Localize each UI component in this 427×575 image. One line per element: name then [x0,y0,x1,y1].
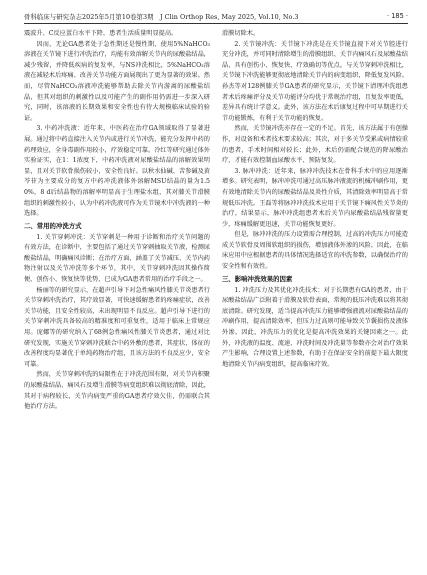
body-paragraph: 3. 中药冲洗液：近年来，中医药在治疗GA领域取得了显著进展。通过将中药直接注入关节内或进行关节冲洗，能充分发挥中药的药理效应，全身毒副作用较小，疗效稳定可靠。冷红等研究通过体外实验证实，在1：1浓度下，中药冲洗液对尿酸盐结晶的溶解效果明显，且对关节软骨损伤较小，安全性良好。以秋水仙碱、苦参碱及黄芩苷为主要成分的复方中药冲洗液体外溶解MSU结晶的量为1.50%，8 d后结晶物的溶解率明显高于生理盐水组，其对膝关节滑膜组织的刺激性较小，认为中药冲洗液可作为关节镜术中冲洗液的一种选择。 [24,125,210,218]
body-paragraph: 但是，脉冲冲洗的压力设置需合理控制，过高的冲洗压力可能造成关节软骨及周围软组织的损伤，增加液体外渗的风险。因此，在临床应用中应根据患者的具体情况选择适宜的冲洗参数，以确保治疗的安全性和有效性。 [222,231,408,271]
body-paragraph: 震波升、C反应蛋白水平下降，患者生活质量明显提高。 [24,30,178,37]
body-paragraph: 因而，无论GA患者处于急性期还是慢性期，使用5%NaHCO₃溶液在关节镜下进行冲洗治疗，均能有效溶解关节内的尿酸盐结晶，减少残留，并降低疾病的复发率，与NS冲洗相比，5%NaHCO₃溶液在减轻术后疼痛、改善关节功能方面展现出了更为显著的效果。然而，尽管NaHCO₃溶液冲洗能够帮助去除关节内游离的尿酸盐结晶，但其对组织的刺激性以及可能产生的副作用仍需进一步深入研究，同时，该溶液的长期效果和安全性也有待大规模临床试验的验证。 [24,40,210,122]
page-number: · 185 · [387,12,408,20]
body-paragraph: 然而，关节穿刺冲洗的局限性在于冲洗范围有限，对关节内积聚的尿酸盐结晶、痛风石及增生滑膜等病变组织难以彻底清除，因此，其对于病程较长、关节内病变严重的GA患者疗效欠佳，仍需联合其他治疗方法。 [24,371,210,411]
section-heading: 三、影响冲洗效果的因素 [222,274,293,283]
section-heading: 二、常用的冲洗方式 [24,221,82,230]
body-paragraph: 2. 关节镜冲洗：关节镜下冲洗是在关节镜直视下对关节腔进行充分冲洗，并可同时清除增生的滑膜组织、关节内痛风石及尿酸盐结晶，具有创伤小、恢复快、疗效确切等优点。与关节穿刺冲洗相比，关节镜下冲洗能够更彻底地清除关节内的病变组织，降低复发风险。孙杰等对128例膝关节GA患者的研究显示，关节镜下清理冲洗组患者术后疼痛评分及关节功能评分均优于常规治疗组，且复发率更低，差异具有统计学意义。此外，该方法在术后康复过程中可早期进行关节功能锻炼，有利于关节功能的恢复。 [222,40,408,122]
running-header [24,10,408,22]
left-column [24,29,210,413]
body-paragraph: 3. 脉冲冲洗：近年来，脉冲冲洗技术在骨科手术中的应用逐渐增多。研究表明，脉冲冲洗可通过高压脉冲液流的机械冲刷作用，更有效地清除关节内的尿酸盐结晶及炎性介质，其清除效率明显高于常规低压冲洗。王磊等将脉冲冲洗技术应用于关节镜下痛风性关节炎的治疗，结果显示，脉冲冲洗组患者术后关节内尿酸盐结晶残留量更少，疼痛缓解更迅速，关节功能恢复更好。 [222,167,408,228]
body-paragraph: 杨丽等的研究显示，在超声引导下对急性痛风性膝关节炎患者行关节穿刺冲洗治疗，其疗效显著，可快速缓解患者的疼痛症状，改善关节功能，且安全性较高，未出现明显不良反应。超声引导下进行的关节穿刺冲洗具备较高的精准度和可重复性，适用于临床上常规应用。庞娜等的研究纳入了68例急性痛风性膝关节炎患者，通过对比研究发现，实施关节穿刺冲洗联合中药外敷的患者，其症状、体征的改善程度均显著优于单纯药物治疗组，且该方法的不良反应少，安全可靠。 [24,286,210,368]
header-rule [24,23,408,24]
body-paragraph: 然而，关节镜冲洗亦存在一定的不足。首先，该方法属于有创操作，对设备和术者技术要求较高；其次，对于多关节受累或病情较重的患者，手术时间相对较长；此外，术后仍需配合规范的降尿酸治疗，才能有效控制血尿酸水平、预防复发。 [222,125,408,165]
body-paragraph: 1. 关节穿刺冲洗：关节穿刺是一种用于诊断和治疗关节问题的有效方法，在诊断中，主要包括了通过关节穿刺抽取关节液，检测尿酸盐结晶，明确痛风诊断；在治疗方面，涵盖了关节减压、关节内药物注射以及关节冲洗等多个环节，其中，关节穿刺冲洗因其操作简便、创伤小、恢复快等优势，已成为GA患者常用的治疗手段之一。 [24,233,210,284]
right-column [222,29,408,370]
body-paragraph: 滑膜切除术。 [222,30,260,37]
journal-citation: 骨科临床与研究杂志2025年5月第10卷第3期 J Clin Orthop Res, May 2025, Vol.10, No.3 [24,12,299,21]
body-paragraph: 1. 冲洗压力及其优化冲洗技术：对于长期患有GA的患者，由于尿酸盐结晶广泛附着于滑膜及软骨表面，常规的低压冲洗难以将其彻底清除。研究发现，适当提高冲洗压力能够增强液流对尿酸盐结晶的冲刷作用，提高清除效率，但压力过高则可能导致关节囊损伤及液体外渗。因此，冲洗压力的优化是提高冲洗效果的关键因素之一。此外，冲洗液的温度、流速、冲洗时间及冲洗量等参数亦会对治疗效果产生影响，合理设置上述参数，有助于在保证安全的前提下最大限度地清除关节内病变组织，提高临床疗效。 [222,286,408,368]
